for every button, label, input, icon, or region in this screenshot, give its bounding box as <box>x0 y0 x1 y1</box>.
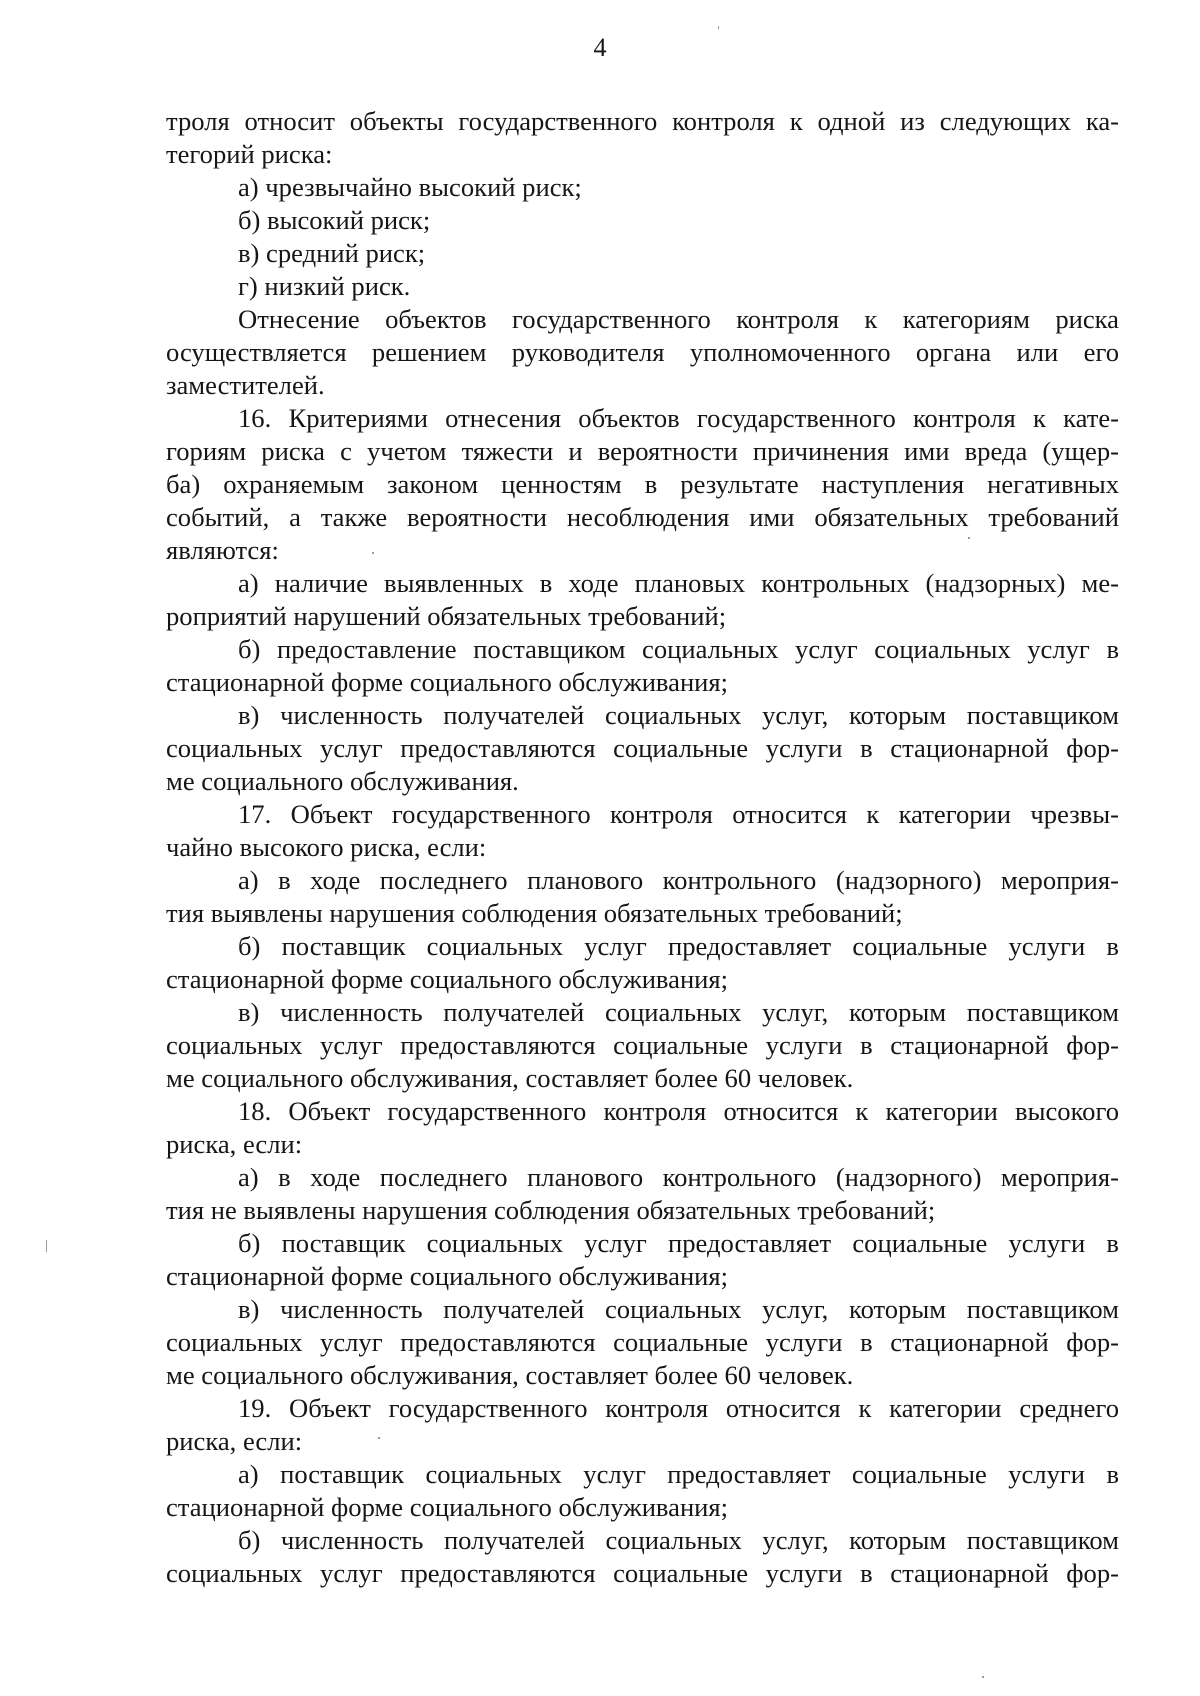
text-line: б) численность получателей социальных услуг, которым поставщиком <box>238 1525 1119 1555</box>
text-line: б) поставщик социальных услуг предоставляет социальные услуги в <box>238 931 1119 961</box>
text-line: социальных услуг предоставляются социальные услуги в стационарной фор- <box>166 1558 1119 1588</box>
text-line: 19. Объект государственного контроля относится к категории среднего <box>238 1393 1119 1423</box>
text-line: в) численность получателей социальных услуг, которым поставщиком <box>238 1294 1119 1324</box>
text-line: роприятий нарушений обязательных требований; <box>166 601 727 631</box>
text-line: социальных услуг предоставляются социальные услуги в стационарной фор- <box>166 1327 1119 1357</box>
text-line: ме социального обслуживания, составляет более 60 человек. <box>166 1360 854 1390</box>
text-line: являются: <box>166 535 279 565</box>
text-line: стационарной форме социального обслуживания; <box>166 1492 729 1522</box>
text-line: в) численность получателей социальных услуг, которым поставщиком <box>238 997 1119 1027</box>
text-line: в) численность получателей социальных услуг, которым поставщиком <box>238 700 1119 730</box>
scan-speck <box>378 1437 380 1439</box>
text-line: а) наличие выявленных в ходе плановых контрольных (надзорных) ме- <box>238 568 1119 598</box>
scan-speck <box>372 552 374 554</box>
text-line: стационарной форме социального обслуживания; <box>166 667 729 697</box>
text-line: тия не выявлены нарушения соблюдения обязательных требований; <box>166 1195 936 1225</box>
text-line: б) предоставление поставщиком социальных услуг социальных услуг в <box>238 634 1119 664</box>
text-line: тегорий риска: <box>166 139 333 169</box>
page-number: 4 <box>593 33 607 62</box>
text-line: риска, если: <box>166 1129 303 1159</box>
text-line: ме социального обслуживания, составляет более 60 человек. <box>166 1063 854 1093</box>
scan-speck <box>982 1676 984 1678</box>
text-line: б) поставщик социальных услуг предоставляет социальные услуги в <box>238 1228 1119 1258</box>
text-line: заместителей. <box>166 370 325 400</box>
text-line: 17. Объект государственного контроля относится к категории чрезвы- <box>238 799 1119 829</box>
scan-speck <box>968 537 970 539</box>
text-line: 18. Объект государственного контроля относится к категории высокого <box>238 1096 1119 1126</box>
text-line: г) низкий риск. <box>238 271 411 301</box>
text-line: риска, если: <box>166 1426 303 1456</box>
text-line: а) в ходе последнего планового контрольного (надзорного) мероприя- <box>238 1162 1119 1192</box>
text-line: осуществляется решением руководителя уполномоченного органа или его <box>166 337 1119 367</box>
text-line: чайно высокого риска, если: <box>166 832 487 862</box>
text-line: б) высокий риск; <box>238 205 431 235</box>
text-line: ба) охраняемым законом ценностям в результате наступления негативных <box>166 469 1119 499</box>
text-line: ме социального обслуживания. <box>166 766 519 796</box>
text-line: а) чрезвычайно высокий риск; <box>238 172 582 202</box>
text-line: 16. Критериями отнесения объектов государственного контроля к кате- <box>238 403 1119 433</box>
text-line: социальных услуг предоставляются социальные услуги в стационарной фор- <box>166 733 1119 763</box>
text-line: гориям риска с учетом тяжести и вероятности причинения ими вреда (ущер- <box>166 436 1119 466</box>
text-line: в) средний риск; <box>238 238 426 268</box>
text-line: тия выявлены нарушения соблюдения обязательных требований; <box>166 898 903 928</box>
text-line: Отнесение объектов государственного контроля к категориям риска <box>238 304 1119 334</box>
document-body <box>166 105 1119 1590</box>
text-line: троля относит объекты государственного контроля к одной из следующих ка- <box>166 106 1119 136</box>
text-line: событий, а также вероятности несоблюдения ими обязательных требований <box>166 502 1119 532</box>
text-line: стационарной форме социального обслуживания; <box>166 964 729 994</box>
scan-speck <box>46 1240 47 1252</box>
text-line: а) в ходе последнего планового контрольного (надзорного) мероприя- <box>238 865 1119 895</box>
text-line: а) поставщик социальных услуг предоставляет социальные услуги в <box>238 1459 1119 1489</box>
scan-speck <box>718 26 719 29</box>
text-line: социальных услуг предоставляются социальные услуги в стационарной фор- <box>166 1030 1119 1060</box>
text-line: стационарной форме социального обслуживания; <box>166 1261 729 1291</box>
